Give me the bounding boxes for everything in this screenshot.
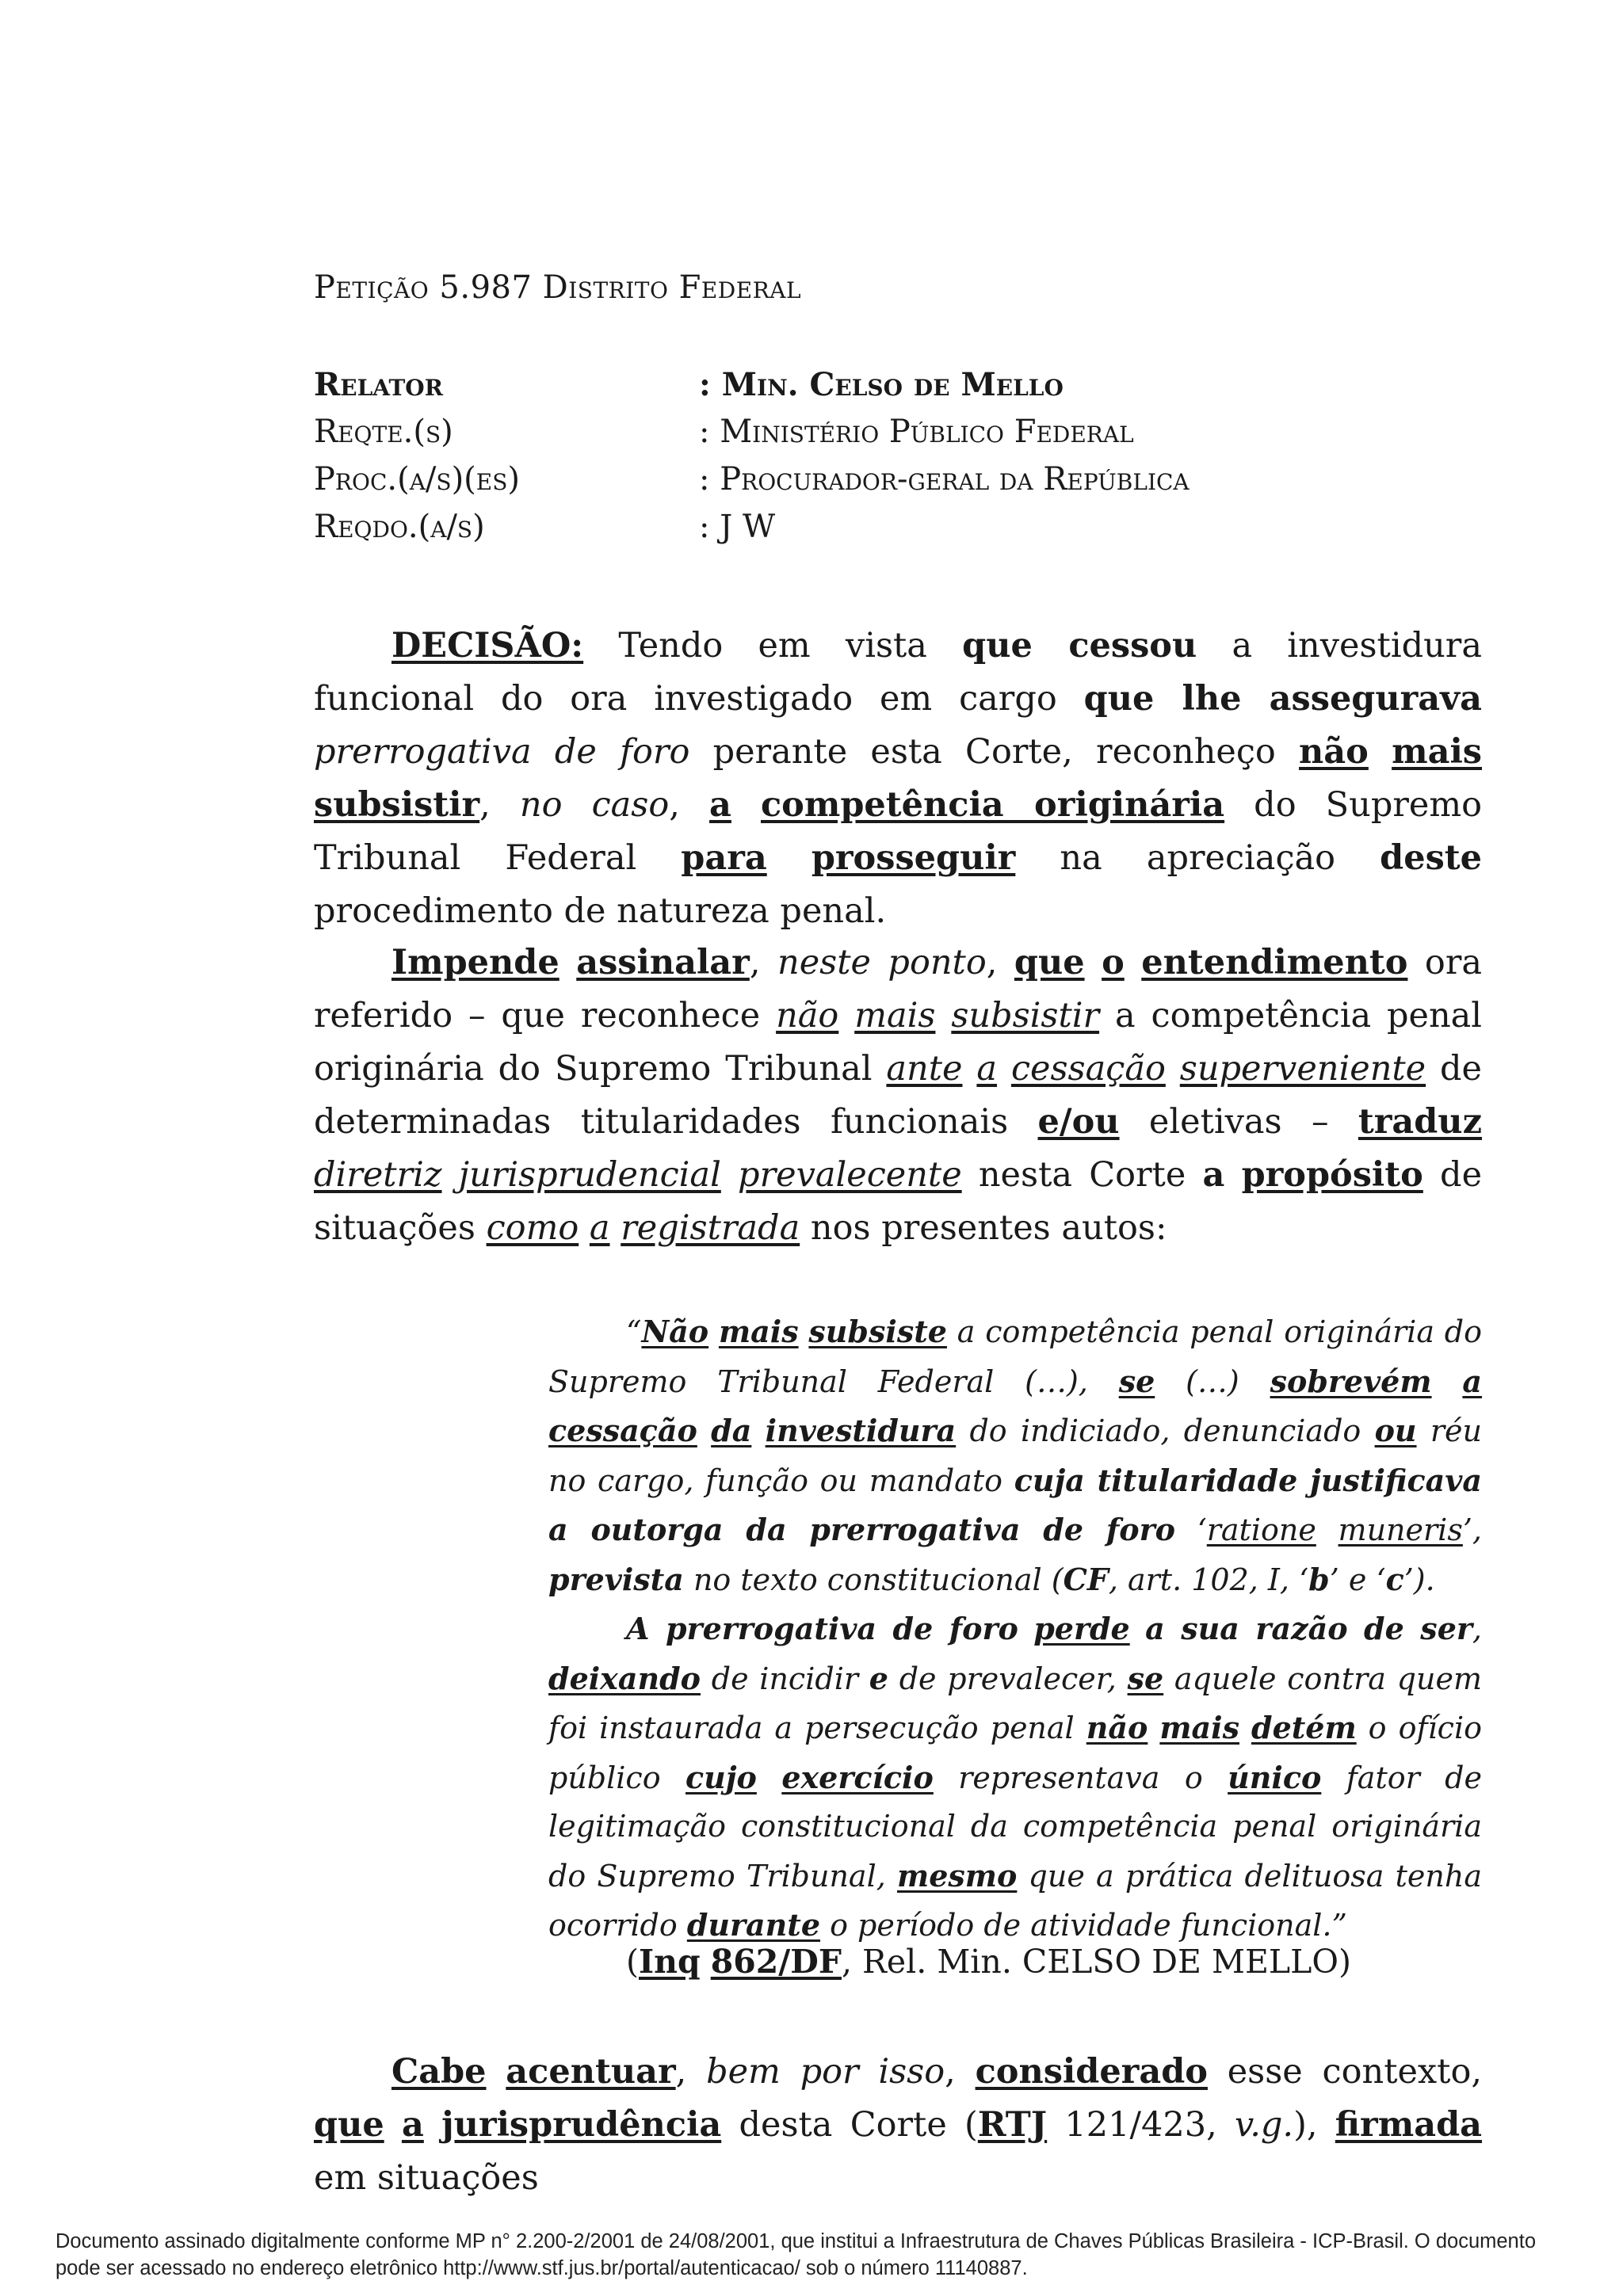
text: a: [1202, 1155, 1225, 1195]
text: b: [1308, 1561, 1330, 1597]
text: ratione: [1206, 1512, 1316, 1547]
text: o período de atividade funcional.”: [820, 1908, 1347, 1943]
party-label: Reqte.(s): [314, 414, 453, 450]
text: no texto constitucional (: [683, 1562, 1064, 1597]
text: do indiciado, denunciado: [956, 1413, 1375, 1448]
text: ’,: [1462, 1512, 1482, 1547]
digital-signature-footer: Documento assinado digitalmente conforme MP n° 2.200-2/2001 de 24/08/2001, que institui a Infraestrutura de Chaves Públicas Brasileira - ICP-Brasil. O documento pode ser acessado no endereço eletrônico http://www.stf.jus.br/portal/autenticacao/ sob o número 11140887.: [55, 2230, 1536, 2279]
party-value: : Procurador-geral da República: [699, 461, 1190, 498]
text: não: [776, 996, 839, 1035]
text: procedimento de natureza penal.: [314, 891, 887, 931]
text: como: [486, 1208, 579, 1248]
text: prevista: [548, 1561, 684, 1597]
text: subsiste: [808, 1314, 947, 1349]
text: eletivas –: [1119, 1102, 1358, 1142]
text: cessação: [548, 1413, 697, 1448]
quote-paragraph-1: [548, 1307, 1482, 1604]
text: RTJ: [977, 2105, 1048, 2145]
text: “: [626, 1314, 642, 1349]
text: competência originária: [761, 785, 1225, 825]
text: e/ou: [1037, 1102, 1120, 1142]
text: subsistir: [951, 996, 1100, 1035]
paragraph-cabe: [314, 2046, 1482, 2205]
text: diretriz: [314, 1155, 442, 1195]
text: do Supremo Tribunal Federal: [314, 785, 1483, 878]
text: único: [1228, 1759, 1322, 1795]
text: não: [1299, 732, 1369, 772]
text: em situações: [314, 2158, 539, 2198]
text: registrada: [621, 1208, 800, 1248]
text: prevalecente: [738, 1155, 962, 1195]
text: mais: [718, 1314, 799, 1349]
text: assinalar: [576, 943, 750, 982]
text: de situações: [314, 1155, 1483, 1248]
text: o ofício público: [548, 1711, 1482, 1795]
text: ante: [886, 1049, 963, 1089]
text: , art. 102, I, ‘: [1108, 1562, 1309, 1597]
text: nesta Corte: [961, 1155, 1203, 1195]
citation-inq: Inq: [639, 1943, 701, 1981]
text: ’).: [1403, 1562, 1435, 1597]
text: c: [1385, 1561, 1404, 1597]
text: jurisprudência: [441, 2105, 722, 2145]
text: e: [869, 1660, 888, 1696]
text: mais: [854, 996, 936, 1035]
text: aquele contra quem foi instaurada a persecução penal: [548, 1661, 1483, 1745]
text: para: [681, 838, 767, 878]
party-value: : J W: [699, 509, 776, 545]
text: sobrevém: [1270, 1363, 1432, 1399]
paragraph-impende: [314, 936, 1482, 1255]
party-value: : Min. Celso de Mello: [699, 366, 1064, 403]
text: perde: [1033, 1611, 1130, 1646]
text: cujo: [685, 1759, 757, 1795]
text: deste: [1380, 838, 1482, 878]
text: deixando: [548, 1660, 701, 1696]
text: a investidura funcional do ora investigado em cargo: [314, 626, 1482, 719]
quote-paragraph-2: [548, 1604, 1482, 1951]
text: ,: [945, 2052, 976, 2092]
text: ou: [1374, 1413, 1417, 1448]
text: desta Corte (: [721, 2105, 978, 2145]
parties-table: [314, 366, 1344, 556]
text: na apreciação: [1015, 838, 1381, 878]
text: o: [1102, 943, 1125, 982]
text: detém: [1251, 1710, 1357, 1745]
document-title: Petição 5.987 Distrito Federal: [314, 269, 802, 306]
text: ,: [1472, 1611, 1482, 1646]
party-row-requerido: [314, 509, 1344, 556]
text: réu no cargo, função ou mandato: [548, 1413, 1482, 1498]
text: a competência penal originária do Supremo Tribunal: [314, 996, 1483, 1089]
text: ’ e ‘: [1329, 1562, 1386, 1597]
text: considerado: [975, 2052, 1208, 2092]
text: prerrogativa de foro: [314, 732, 690, 772]
party-label: Proc.(a/s)(es): [314, 461, 521, 498]
paragraph-decisao: [314, 620, 1482, 938]
text: a: [709, 785, 731, 825]
text: jurisprudencial: [458, 1155, 721, 1195]
text: bem por isso: [706, 2052, 945, 2092]
text: ,: [479, 785, 520, 825]
text: durante: [686, 1907, 821, 1943]
text: se: [1127, 1660, 1164, 1696]
text: a: [1462, 1363, 1483, 1399]
text: ,: [669, 785, 710, 825]
text: de incidir: [701, 1661, 869, 1696]
text: que lhe assegurava: [1083, 679, 1482, 719]
text: (: [626, 1943, 639, 1981]
text: cessação: [1010, 1049, 1166, 1089]
text: ),: [1293, 2105, 1335, 2145]
text: exercício: [781, 1759, 934, 1795]
text: superveniente: [1179, 1049, 1426, 1089]
text: Cabe: [391, 2052, 487, 2092]
text: a: [589, 1208, 610, 1248]
text: a sua razão de ser: [1145, 1611, 1472, 1646]
party-label: Relator: [314, 366, 443, 403]
text: representava o: [933, 1760, 1228, 1795]
citation: [626, 1943, 1351, 1981]
text: Não: [641, 1314, 709, 1349]
text: perante esta Corte, reconheço: [689, 732, 1300, 772]
text: que cessou: [962, 626, 1197, 666]
text: que a prática delituosa tenha ocorrido: [548, 1858, 1482, 1943]
text: de determinadas titularidades funcionais: [314, 1049, 1482, 1142]
party-row-requerente: [314, 414, 1344, 461]
text: Impende: [391, 943, 559, 982]
text: muneris: [1338, 1512, 1463, 1547]
text: prosseguir: [811, 838, 1016, 878]
text: v.g.: [1235, 2105, 1294, 2145]
block-quote: [548, 1307, 1482, 1951]
text: a competência penal originária do Supremo Tribunal Federal (…),: [548, 1314, 1482, 1399]
text: (…): [1155, 1363, 1270, 1399]
text: a: [976, 1049, 998, 1089]
text: ,: [986, 943, 1014, 982]
party-row-relator: [314, 366, 1344, 414]
text: mesmo: [897, 1857, 1018, 1894]
text: ora referido – que reconhece: [314, 943, 1483, 1035]
text: a: [401, 2105, 424, 2145]
decisao-heading: DECISÃO:: [391, 626, 584, 666]
text: investidura: [765, 1413, 957, 1448]
text: , Rel. Min. CELSO DE MELLO): [841, 1943, 1351, 1981]
text: Tendo em vista: [583, 626, 963, 666]
text: fator de legitimação constitucional da competência penal originária do Supremo Tribunal,: [548, 1760, 1482, 1894]
text: ,: [675, 2052, 707, 2092]
text: firmada: [1335, 2105, 1483, 2145]
party-label: Reqdo.(a/s): [314, 509, 485, 545]
text: neste ponto: [777, 943, 987, 982]
text: acentuar: [506, 2052, 676, 2092]
text: ‘: [1174, 1512, 1207, 1547]
text: que: [314, 2105, 384, 2145]
text: A prerrogativa de foro: [626, 1611, 1018, 1646]
text: não: [1086, 1710, 1148, 1745]
text: mais: [1159, 1710, 1239, 1745]
text: cuja titularidade justificava a outorga da prerrogativa de foro: [548, 1462, 1482, 1547]
text: subsistir: [314, 785, 480, 825]
text: nos presentes autos:: [800, 1208, 1167, 1248]
party-value: : Ministério Público Federal: [699, 414, 1134, 450]
text: de prevalecer,: [888, 1661, 1128, 1696]
text: traduz: [1358, 1102, 1482, 1142]
text: CF: [1063, 1561, 1109, 1597]
party-row-procurador: [314, 461, 1344, 509]
text: propósito: [1241, 1155, 1423, 1195]
text: esse contexto,: [1207, 2052, 1483, 2092]
text: entendimento: [1141, 943, 1408, 982]
text: mais: [1392, 732, 1482, 772]
text: ,: [749, 943, 777, 982]
text: da: [711, 1413, 752, 1448]
text: no caso: [519, 785, 670, 825]
citation-number: 862/DF: [710, 1943, 842, 1981]
text: 121/423,: [1047, 2105, 1235, 2145]
text: se: [1118, 1363, 1155, 1399]
text: que: [1014, 943, 1085, 982]
